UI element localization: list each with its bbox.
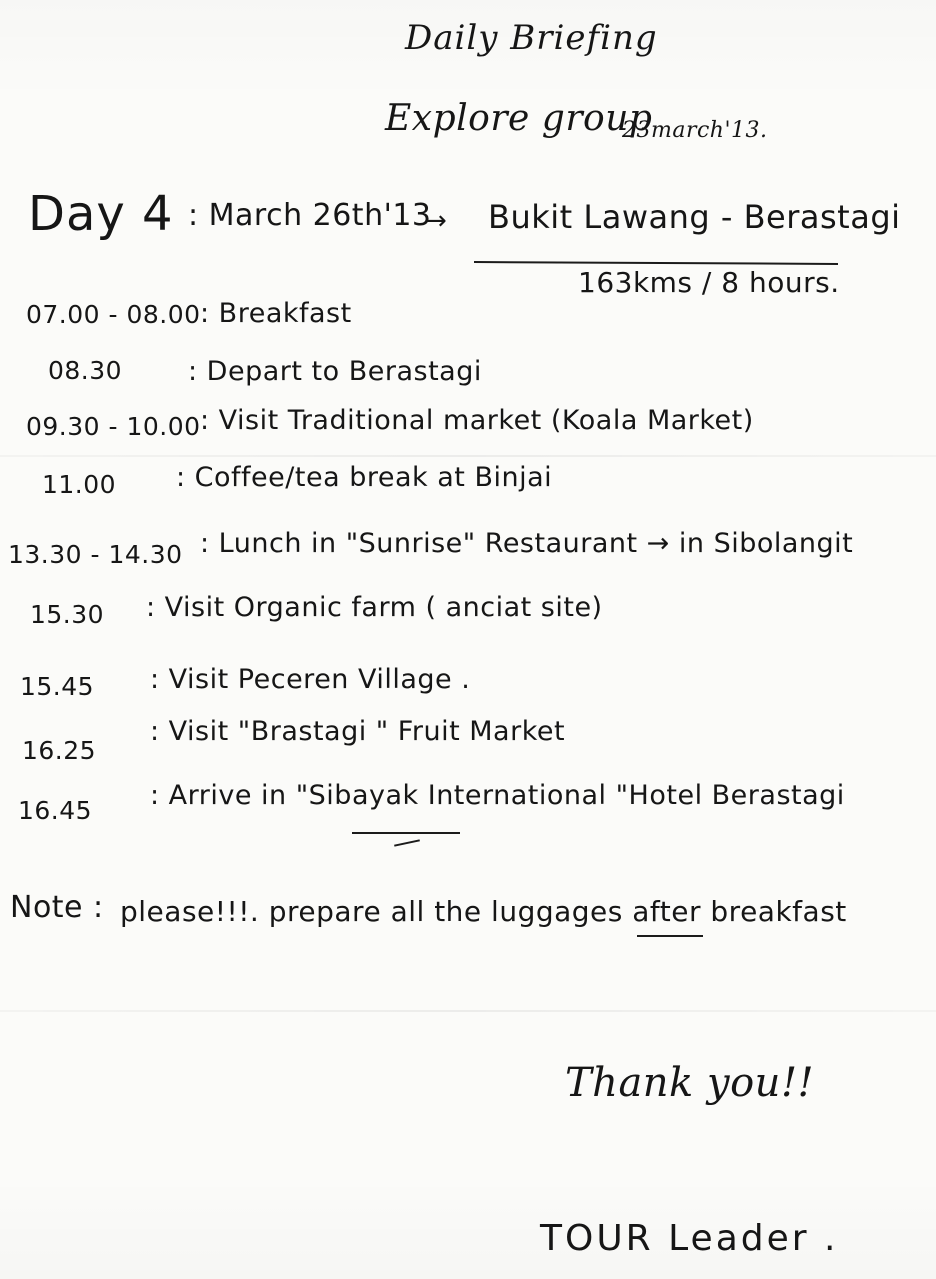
schedule-time: 08.30 (48, 356, 123, 385)
note-text: please!!!. prepare all the luggages after breakfast (120, 895, 847, 928)
day-label: Day 4 (28, 186, 174, 242)
schedule-time: 16.25 (22, 736, 97, 765)
schedule-activity: : Arrive in "Sibayak International "Hotel Berastagi (150, 780, 845, 811)
schedule-activity: : Visit Traditional market (Koala Market) (200, 405, 754, 436)
sibayak-underline (352, 832, 460, 834)
schedule-time: 16.45 (18, 796, 93, 825)
schedule-time: 13.30 - 14.30 (8, 540, 183, 569)
route-arrow: → (425, 206, 448, 236)
after-underline (637, 935, 703, 937)
group-name: Explore group (385, 98, 653, 139)
schedule-time: 07.00 - 08.00 (26, 300, 201, 329)
schedule-time: 09.30 - 10.00 (26, 412, 201, 441)
day-date: : March 26th'13 (188, 198, 432, 233)
route: Bukit Lawang - Berastagi (488, 198, 901, 236)
schedule-activity: : Breakfast (200, 298, 352, 329)
schedule-activity: : Depart to Berastagi (188, 356, 482, 387)
document-title: Daily Briefing (405, 18, 658, 58)
group-date: 23march'13. (622, 118, 768, 143)
schedule-activity: : Visit Organic farm ( anciat site) (146, 592, 603, 623)
paper-fold-line (0, 1010, 936, 1012)
note-label: Note : (10, 890, 104, 925)
schedule-time: 15.45 (20, 672, 95, 701)
paper-fold-line (0, 455, 936, 457)
schedule-activity: : Lunch in "Sunrise" Restaurant → in Sibolangit (200, 528, 854, 559)
thank-you: Thank you!! (565, 1060, 815, 1106)
schedule-time: 11.00 (42, 470, 117, 499)
signature: TOUR Leader . (540, 1218, 839, 1259)
route-distance: 163kms / 8 hours. (578, 266, 840, 299)
schedule-activity: : Visit Peceren Village . (150, 664, 471, 695)
schedule-activity: : Visit "Brastagi " Fruit Market (150, 716, 566, 747)
schedule-time: 15.30 (30, 600, 105, 629)
schedule-activity: : Coffee/tea break at Binjai (176, 462, 553, 493)
